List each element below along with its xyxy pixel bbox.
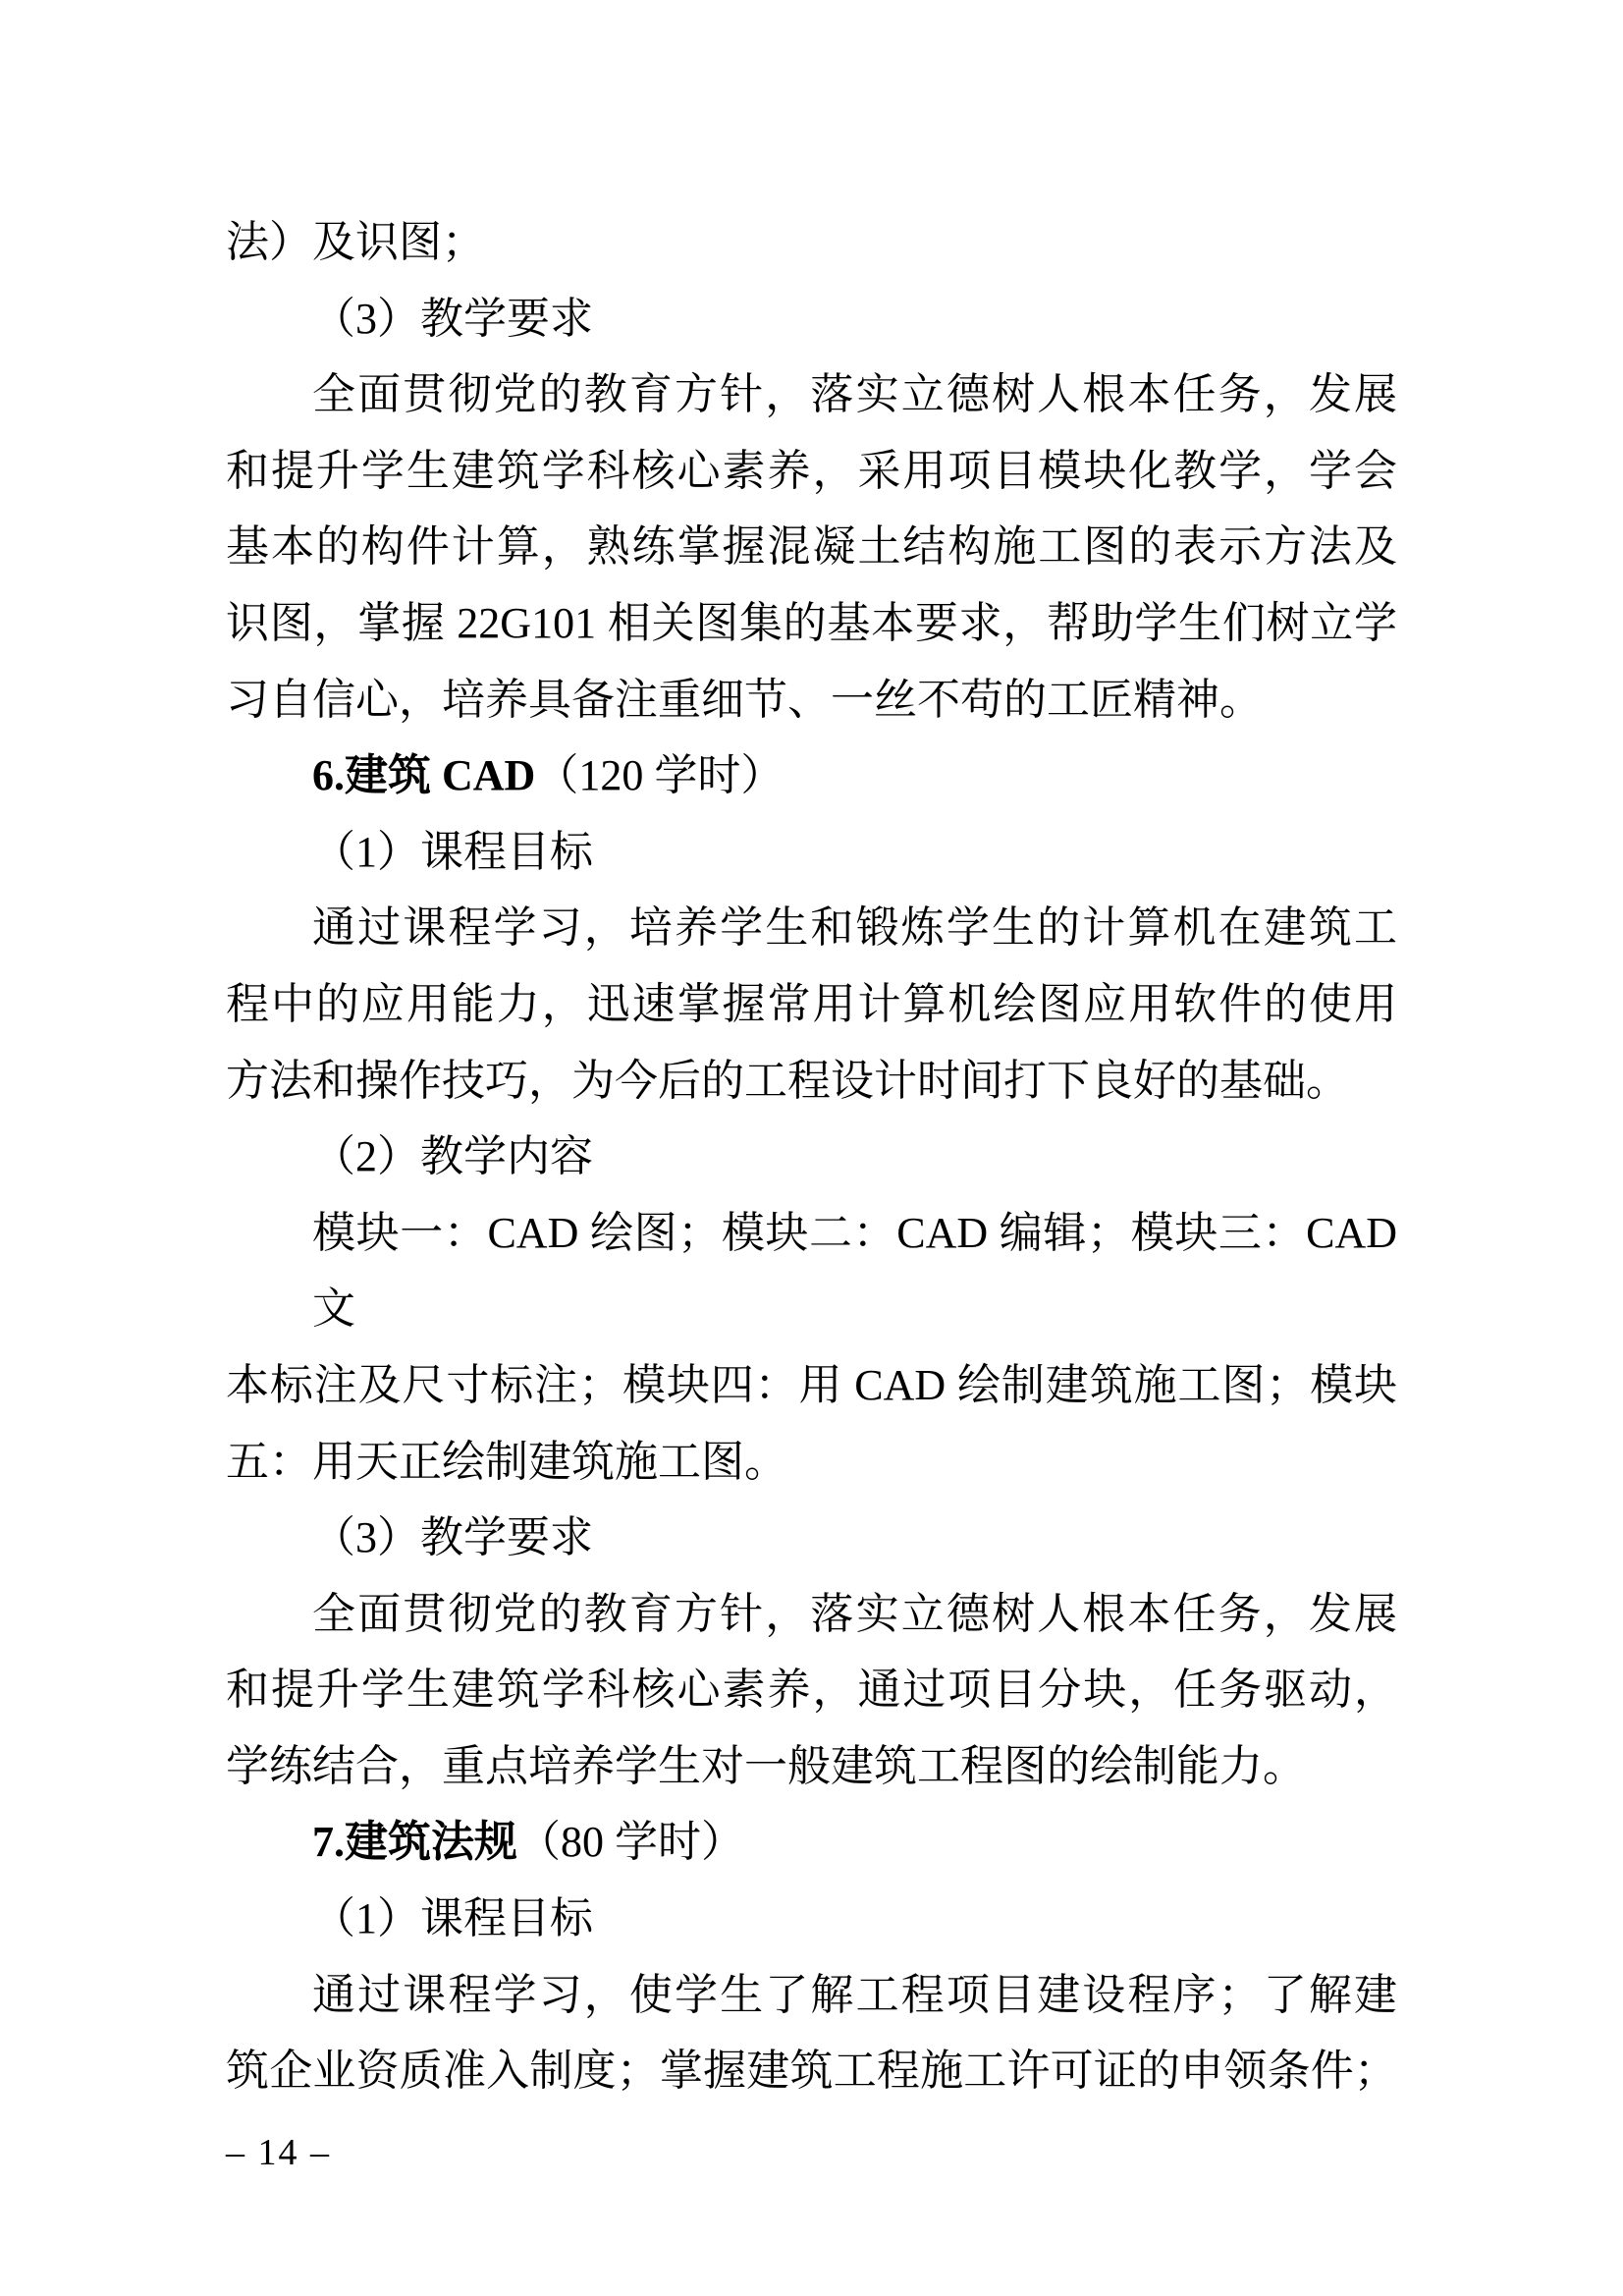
footer-page-number: – 14 – [226, 2132, 331, 2173]
text-line: 和提升学生建筑学科核心素养，采用项目模块化教学，学会 [226, 446, 1397, 495]
heading-normal-segment: （80 学时） [517, 1818, 744, 1867]
text-line: 筑企业资质准入制度；掌握建筑工程施工许可证的申领条件； [226, 2047, 1397, 2096]
document-body [226, 204, 1397, 2109]
text-line: 通过课程学习，使学生了解工程项目建设程序；了解建 [312, 1970, 1397, 2019]
text-line: 学练结合，重点培养学生对一般建筑工程图的绘制能力。 [226, 1741, 1306, 1790]
text-line: 五：用天正绘制建筑施工图。 [226, 1437, 787, 1486]
text-line: 全面贯彻党的教育方针，落实立德树人根本任务，发展 [312, 370, 1397, 419]
heading-bold-segment: 6.建筑 CAD [312, 751, 536, 800]
text-line: 通过课程学习，培养学生和锻炼学生的计算机在建筑工 [312, 903, 1397, 953]
text-line: 程中的应用能力，迅速掌握常用计算机绘图应用软件的使用 [226, 979, 1397, 1028]
text-line: （1）课程目标 [312, 827, 593, 876]
text-line: 识图，掌握 22G101 相关图集的基本要求，帮助学生们树立学 [226, 598, 1397, 647]
text-line: 模块一：CAD 绘图；模块二：CAD 编辑；模块三：CAD 文 [312, 1208, 1397, 1334]
text-line: （3）教学要求 [312, 1513, 593, 1562]
course-heading-line [226, 1804, 1397, 1881]
text-line: （1）课程目标 [312, 1894, 593, 1943]
text-line: 和提升学生建筑学科核心素养，通过项目分块，任务驱动， [226, 1666, 1397, 1715]
course-heading-line [226, 738, 1397, 814]
heading-bold-segment: 7.建筑法规 [312, 1818, 517, 1867]
text-line: （2）教学内容 [312, 1132, 593, 1181]
text-line: 本标注及尺寸标注；模块四：用 CAD 绘制建筑施工图；模块 [226, 1360, 1397, 1409]
text-line: 全面贯彻党的教育方针，落实立德树人根本任务，发展 [312, 1589, 1397, 1638]
text-line: 习自信心，培养具备注重细节、一丝不苟的工匠精神。 [226, 675, 1263, 724]
text-line: 方法和操作技巧，为今后的工程设计时间打下良好的基础。 [226, 1056, 1349, 1105]
text-line: 法）及识图； [226, 218, 485, 266]
text-line: 基本的构件计算，熟练掌握混凝土结构施工图的表示方法及 [226, 522, 1397, 572]
text-line: （3）教学要求 [312, 294, 593, 343]
heading-normal-segment: （120 学时） [535, 751, 784, 800]
